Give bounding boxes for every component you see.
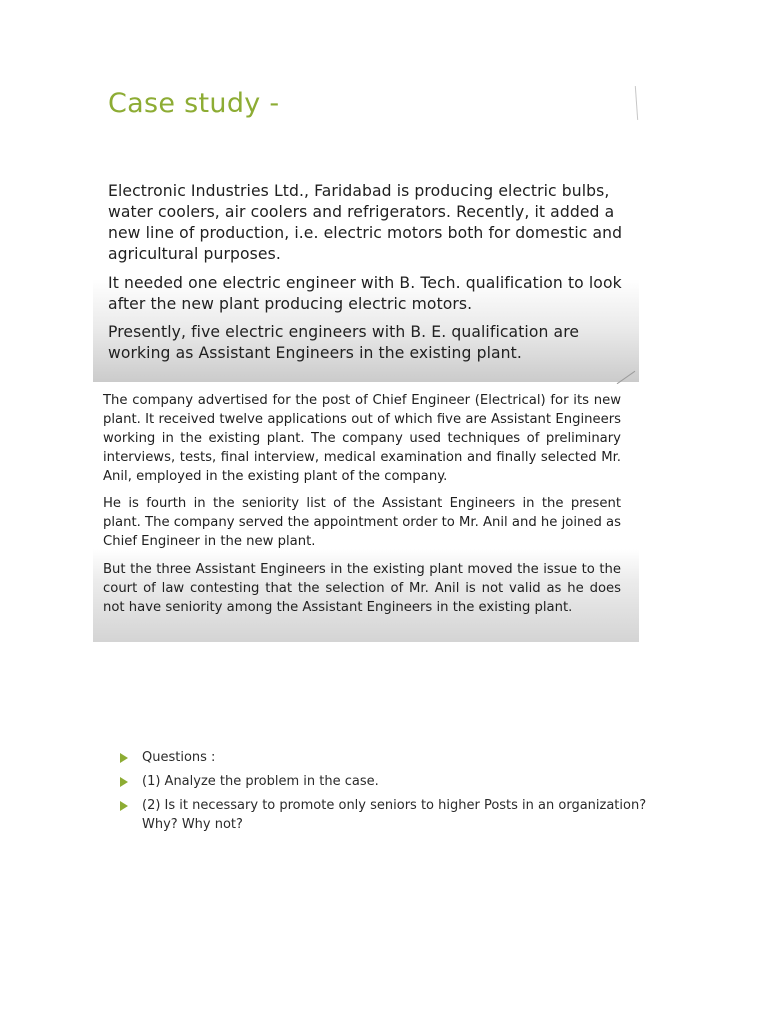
bullet-arrow-icon [120, 753, 128, 763]
details-paragraph: But the three Assistant Engineers in the existing plant moved the issue to the court of law contesting that the selection of Mr. Anil is not valid as he does not have seniority among the Assistant Engineers in the existing plant. [103, 562, 621, 615]
list-item [120, 796, 680, 834]
question-text: (2) Is it necessary to promote only seniors to higher Posts in an organization? Why? Why not? [142, 798, 647, 832]
question-text: Questions : [142, 750, 216, 765]
question-text: (1) Analyze the problem in the case. [142, 774, 379, 789]
slide-case-intro [93, 168, 639, 382]
decorative-line [635, 86, 638, 120]
bullet-arrow-icon [120, 801, 128, 811]
slide-corner-mark [617, 371, 636, 384]
details-paragraph: The company advertised for the post of Chief Engineer (Electrical) for its new plant. It received twelve applications out of which five are Assistant Engineers working in the existing plant. The company used techniques of preliminary interviews, tests, final interview, medical examination and finally selected Mr. Anil, employed in the existing plant of the company. [103, 393, 621, 484]
bullet-arrow-icon [120, 777, 128, 787]
intro-paragraph: Presently, five electric engineers with B. E. qualification are working as Assistant Engineers in the existing plant. [108, 323, 580, 362]
case-study-title: Case study - [108, 88, 280, 119]
details-paragraph: He is fourth in the seniority list of the Assistant Engineers in the present plant. The company served the appointment order to Mr. Anil and he joined as Chief Engineer in the new plant. [103, 496, 621, 549]
questions-list [120, 748, 680, 839]
list-item [120, 748, 680, 767]
slide-case-details [93, 384, 639, 642]
list-item [120, 772, 680, 791]
intro-paragraph: Electronic Industries Ltd., Faridabad is producing electric bulbs, water coolers, air coolers and refrigerators. Recently, it added a new line of production, i.e. electric motors both for domestic and agricultural purposes. [108, 182, 623, 263]
intro-paragraph: It needed one electric engineer with B. Tech. qualification to look after the new plant producing electric motors. [108, 274, 622, 313]
